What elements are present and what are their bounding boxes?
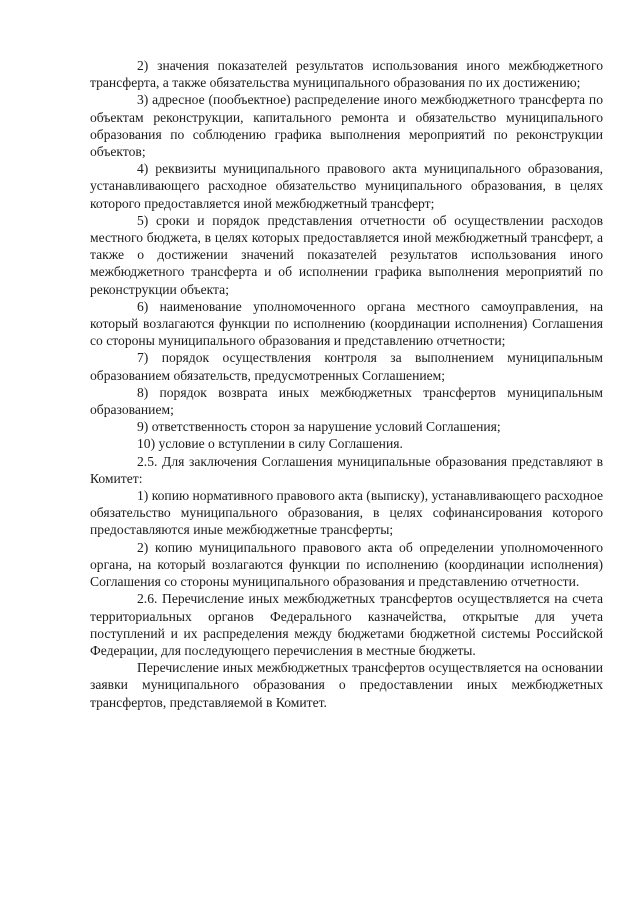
paragraph-item-2-indicators: 2) значения показателей результатов использования иного межбюджетного трансферта, а также обязательства муниципального образования по их достижению;	[90, 58, 603, 91]
paragraph-2-5-item-2: 2) копию муниципального правового акта об определении уполномоченного органа, на который возлагаются функции по исполнению (координации исполнения) Соглашения со стороны муниципального образования и представлению отчетности.	[90, 539, 603, 590]
paragraph-item-4-requisites: 4) реквизиты муниципального правового акта муниципального образования, устанавливающего расходное обязательство муниципального образования, в целях которого предоставляется иной межбюджетный трансферт;	[90, 161, 603, 211]
paragraph-item-5-reporting: 5) сроки и порядок представления отчетности об осуществлении расходов местного бюджета, в целях которых предоставляется иной межбюджетный трансферт, а также о достижении значений показателей результатов использования иного межбюджетного трансферта и об исполнении графика выполнения мероприятий по реконструкции объекта;	[90, 212, 603, 297]
paragraph-item-10-entry-into-force: 10) условие о вступлении в силу Соглашения.	[137, 436, 403, 452]
paragraph-item-6-authorized-body: 6) наименование уполномоченного органа местного самоуправления, на который возлагаются функции по исполнению (координации исполнения) Соглашения со стороны муниципального образования и представлению отчетности;	[90, 298, 603, 349]
paragraph-item-3-distribution: 3) адресное (пообъектное) распределение иного межбюджетного трансферта по объектам реконструкции, капитального ремонта и обязательство муниципального образования по соблюдению графика выполнения мероприятий по реконструкции объектов;	[90, 92, 603, 160]
paragraph-item-9-liability: 9) ответственность сторон за нарушение условий Соглашения;	[137, 419, 501, 435]
paragraph-item-8-return: 8) порядок возврата иных межбюджетных трансфертов муниципальным образованием;	[90, 384, 603, 418]
paragraph-2-5-item-1: 1) копию нормативного правового акта (выписку), устанавливающего расходное обязательство муниципального образования, в целях софинансирования которого предоставляются иные межбюджетные трансферты;	[90, 488, 603, 538]
paragraph-section-2-6: 2.6. Перечисление иных межбюджетных трансфертов осуществляется на счета территориальных органов Федерального казначейства, открытые для учета поступлений и их распределения между бюджетами бюджетной системы Российской Федерации, для последующего перечисления в местные бюджеты.	[90, 591, 603, 658]
document-page	[90, 57, 603, 711]
paragraph-section-2-5: 2.5. Для заключения Соглашения муниципальные образования представляют в Комитет:	[90, 453, 603, 486]
paragraph-transfer-basis: Перечисление иных межбюджетных трансфертов осуществляется на основании заявки муниципального образования о предоставлении иных межбюджетных трансфертов, представляемой в Комитет.	[90, 660, 603, 710]
paragraph-item-7-control: 7) порядок осуществления контроля за выполнением муниципальным образованием обязательств, предусмотренных Соглашением;	[90, 350, 603, 383]
